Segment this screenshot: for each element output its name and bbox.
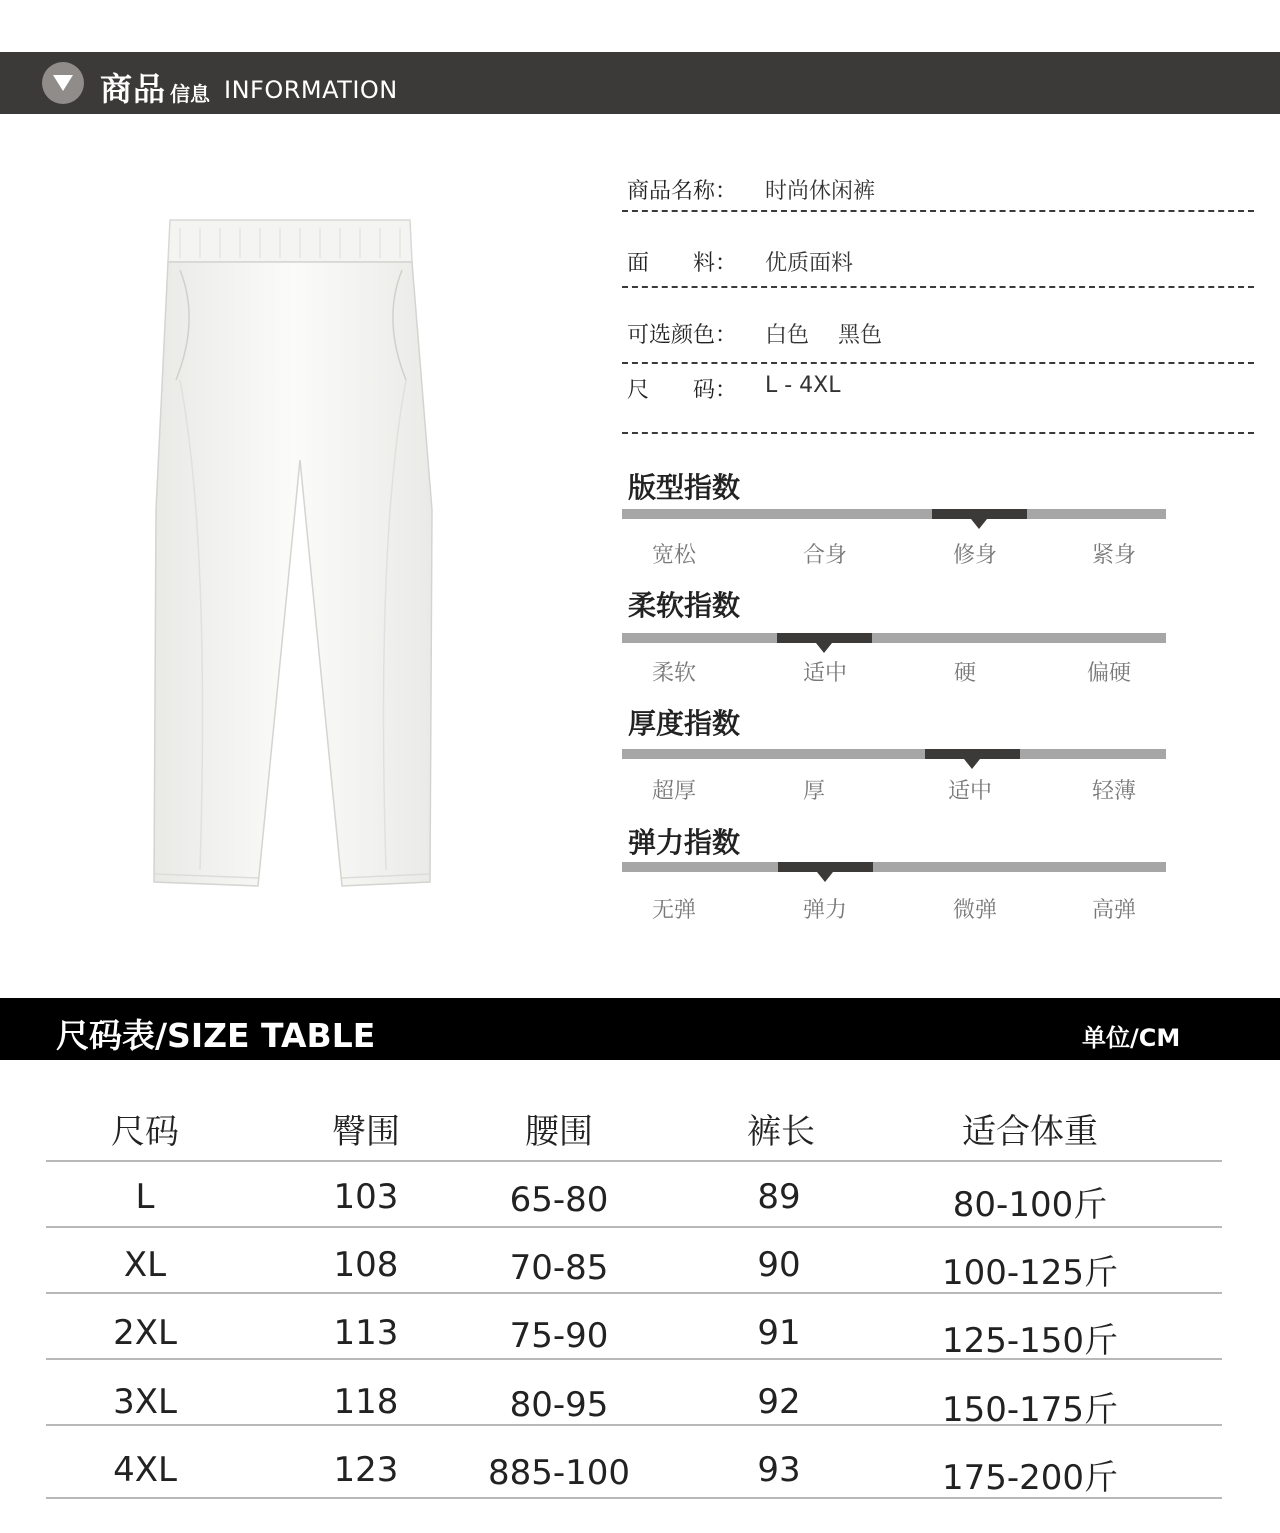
info-title-small: 信息 [170, 82, 210, 106]
table-header: 适合体重 [962, 1112, 1098, 1152]
softness-index-pointer [816, 643, 832, 653]
table-cell: 118 [333, 1382, 399, 1422]
softness-option: 适中 [803, 661, 848, 686]
table-cell: 123 [333, 1450, 399, 1490]
table-cell: 113 [333, 1313, 399, 1353]
info-title: 商品 [100, 70, 167, 108]
table-cell: 90 [757, 1245, 801, 1285]
elasticity-option: 高弹 [1092, 898, 1137, 923]
fit-index-track [622, 509, 1166, 519]
table-cell: 91 [757, 1313, 801, 1353]
table-cell: 89 [757, 1177, 801, 1217]
table-divider [46, 1160, 1222, 1162]
table-cell: 885-100 [487, 1453, 631, 1493]
elasticity-index-title: 弹力指数 [628, 826, 741, 859]
divider [622, 432, 1254, 434]
fit-option: 紧身 [1092, 543, 1137, 568]
table-cell: 80-100斤 [952, 1185, 1108, 1225]
divider [622, 210, 1254, 212]
softness-option: 柔软 [652, 661, 697, 686]
colors-label: 可选颜色： [627, 323, 738, 348]
thickness-option: 超厚 [652, 779, 697, 804]
thickness-index-title: 厚度指数 [628, 707, 741, 740]
table-cell: 93 [757, 1450, 801, 1490]
softness-index-selected-segment [777, 633, 872, 643]
table-divider [46, 1424, 1222, 1426]
elasticity-option: 微弹 [953, 898, 998, 923]
fabric-label: 面 料： [627, 251, 738, 276]
thickness-option: 适中 [948, 779, 993, 804]
size-range-label: 尺 码： [627, 378, 738, 403]
product-name-value: 时尚休闲裤 [765, 179, 876, 204]
table-cell: 108 [333, 1245, 399, 1285]
thickness-option: 厚 [803, 779, 826, 804]
elasticity-index-pointer [817, 872, 833, 882]
table-header: 裤长 [747, 1112, 815, 1152]
divider [622, 286, 1254, 288]
fit-option: 合身 [803, 543, 848, 568]
table-cell: 75-90 [509, 1316, 609, 1356]
elasticity-option: 弹力 [803, 898, 848, 923]
table-header: 尺码 [111, 1112, 179, 1152]
softness-option: 硬 [954, 661, 977, 686]
chevron-down-icon [42, 62, 84, 104]
fit-index-selected-segment [932, 509, 1027, 519]
table-cell: 2XL [113, 1313, 177, 1353]
fabric-value: 优质面料 [765, 251, 854, 276]
table-cell: 175-200斤 [941, 1458, 1119, 1498]
table-cell: L [135, 1177, 155, 1217]
table-cell: 125-150斤 [941, 1321, 1119, 1361]
size-range-value: L - 4XL [765, 373, 841, 398]
table-divider [46, 1226, 1222, 1228]
table-cell: 103 [333, 1177, 399, 1217]
table-header: 腰围 [525, 1112, 593, 1152]
info-title-en: INFORMATION [224, 76, 398, 104]
table-cell: 80-95 [509, 1385, 609, 1425]
divider [622, 362, 1254, 364]
size-table-unit: 单位/CM [1082, 1024, 1181, 1052]
thickness-index-pointer [964, 759, 980, 769]
table-header: 臀围 [332, 1112, 400, 1152]
softness-option: 偏硬 [1087, 661, 1132, 686]
elasticity-index-track [622, 862, 1166, 872]
softness-index-title: 柔软指数 [628, 589, 741, 622]
table-divider [46, 1292, 1222, 1294]
thickness-index-selected-segment [925, 749, 1020, 759]
fit-option: 修身 [953, 543, 998, 568]
thickness-option: 轻薄 [1092, 779, 1137, 804]
size-table-title: 尺码表/SIZE TABLE [56, 1016, 376, 1055]
fit-option: 宽松 [652, 543, 697, 568]
table-cell: XL [123, 1245, 167, 1285]
table-divider [46, 1497, 1222, 1499]
table-cell: 70-85 [509, 1248, 609, 1288]
colors-value: 白色 黑色 [765, 323, 882, 348]
table-cell: 3XL [113, 1382, 177, 1422]
product-name-label: 商品名称： [627, 179, 738, 204]
thickness-index-track [622, 749, 1166, 759]
table-cell: 150-175斤 [941, 1390, 1119, 1430]
elasticity-option: 无弹 [652, 898, 697, 923]
table-cell: 4XL [113, 1450, 177, 1490]
fit-index-pointer [971, 519, 987, 529]
fit-index-title: 版型指数 [628, 471, 741, 504]
table-cell: 100-125斤 [941, 1253, 1119, 1293]
product-image [140, 210, 460, 900]
softness-index-track [622, 633, 1166, 643]
elasticity-index-selected-segment [778, 862, 873, 872]
table-cell: 92 [757, 1382, 801, 1422]
table-divider [46, 1358, 1222, 1360]
table-cell: 65-80 [509, 1180, 609, 1220]
